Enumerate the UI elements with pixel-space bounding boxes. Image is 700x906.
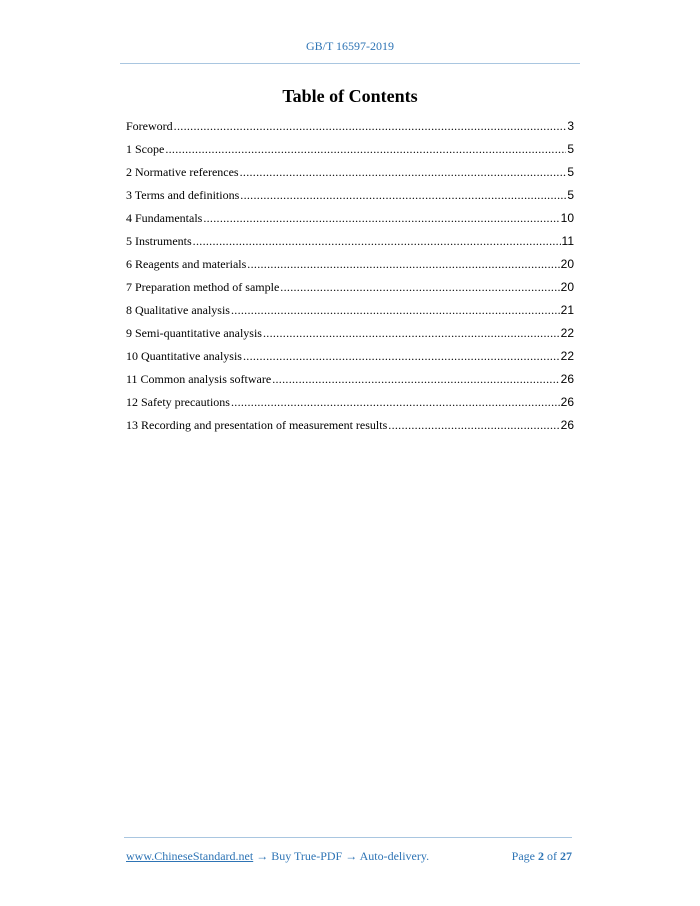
toc-entry-label: 5 Instruments <box>126 234 192 248</box>
toc-entry-label: 9 Semi-quantitative analysis <box>126 326 262 340</box>
page-header <box>0 38 700 54</box>
toc-dot-leader <box>272 371 559 388</box>
toc-entry-label: 11 Common analysis software <box>126 372 272 386</box>
toc-dot-leader <box>165 141 566 158</box>
toc-entry-safety-precautions[interactable] <box>126 394 574 417</box>
toc-dot-leader <box>193 233 561 250</box>
toc-dot-leader <box>231 302 560 319</box>
toc-dot-leader <box>263 325 560 342</box>
toc-entry-label: 1 Scope <box>126 142 165 156</box>
toc-entry-foreword[interactable] <box>126 118 574 141</box>
header-divider <box>120 63 580 64</box>
toc-dot-leader <box>174 118 567 135</box>
toc-entry-semi-quantitative-analysis[interactable] <box>126 325 574 348</box>
toc-list <box>126 118 574 440</box>
toc-entry-label: 13 Recording and presentation of measurement results <box>126 418 388 432</box>
toc-dot-leader <box>203 210 559 227</box>
toc-entry-page: 5 <box>567 165 574 179</box>
toc-entry-label: 10 Quantitative analysis <box>126 349 242 363</box>
toc-entry-page: 21 <box>560 303 574 317</box>
toc-dot-leader <box>240 187 566 204</box>
toc-entry-instruments[interactable] <box>126 233 574 256</box>
toc-entry-reagents-and-materials[interactable] <box>126 256 574 279</box>
toc-entry-label: 7 Preparation method of sample <box>126 280 280 294</box>
footer-promo <box>126 848 429 864</box>
toc-entry-page: 5 <box>567 188 574 202</box>
toc-entry-quantitative-analysis[interactable] <box>126 348 574 371</box>
current-page-number: 2 <box>538 849 544 863</box>
toc-entry-label: 12 Safety precautions <box>126 395 230 409</box>
toc-entry-label: 4 Fundamentals <box>126 211 203 225</box>
toc-entry-page: 22 <box>560 326 574 340</box>
toc-dot-leader <box>388 417 559 434</box>
total-pages-number: 27 <box>560 849 572 863</box>
toc-entry-page: 20 <box>560 280 574 294</box>
toc-entry-page: 5 <box>567 142 574 156</box>
toc-entry-label: 3 Terms and definitions <box>126 188 240 202</box>
page-indicator <box>512 848 572 864</box>
toc-entry-normative-references[interactable] <box>126 164 574 187</box>
toc-entry-preparation-method[interactable] <box>126 279 574 302</box>
toc-dot-leader <box>240 164 567 181</box>
toc-entry-recording-and-presentation[interactable] <box>126 417 574 440</box>
toc-dot-leader <box>247 256 559 273</box>
toc-entry-page: 22 <box>560 349 574 363</box>
toc-dot-leader <box>231 394 560 411</box>
toc-entry-terms-and-definitions[interactable] <box>126 187 574 210</box>
toc-entry-common-analysis-software[interactable] <box>126 371 574 394</box>
toc-entry-label: 2 Normative references <box>126 165 239 179</box>
toc-entry-scope[interactable] <box>126 141 574 164</box>
toc-entry-page: 3 <box>567 119 574 133</box>
footer-divider <box>124 837 572 838</box>
toc-entry-page: 26 <box>560 418 574 432</box>
toc-entry-page: 26 <box>560 372 574 386</box>
toc-entry-fundamentals[interactable] <box>126 210 574 233</box>
chinese-standard-link[interactable]: www.ChineseStandard.net <box>126 849 254 863</box>
standard-number: GB/T 16597-2019 <box>305 39 395 53</box>
page-word: Page <box>511 849 535 863</box>
toc-dot-leader <box>280 279 559 296</box>
toc-entry-page: 20 <box>560 257 574 271</box>
toc-entry-page: 11 <box>561 234 574 248</box>
toc-entry-page: 10 <box>560 211 574 225</box>
toc-entry-label: Foreword <box>126 119 173 133</box>
of-word: of <box>547 849 557 863</box>
toc-entry-label: 6 Reagents and materials <box>126 257 247 271</box>
toc-entry-page: 26 <box>560 395 574 409</box>
toc-title: Table of Contents <box>282 86 418 106</box>
footer-promo-text: → Buy True-PDF → Auto-delivery. <box>253 849 430 863</box>
toc-dot-leader <box>243 348 560 365</box>
page-footer <box>126 848 572 864</box>
toc-entry-qualitative-analysis[interactable] <box>126 302 574 325</box>
toc-entry-label: 8 Qualitative analysis <box>126 303 230 317</box>
